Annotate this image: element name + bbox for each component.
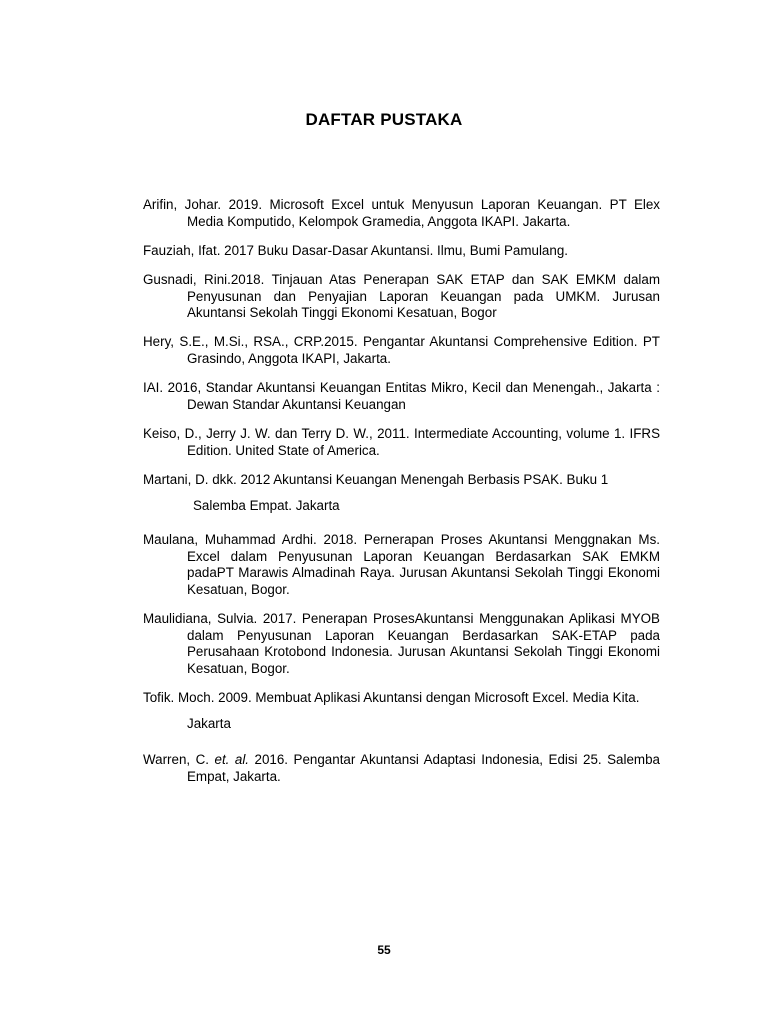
reference-italic-text: et. al. (214, 752, 250, 767)
reference-entry (143, 380, 660, 413)
reference-text: 2016. Pengantar Akuntansi Adaptasi Indonesia, Edisi 25. Salemba Empat, Jakarta. (187, 752, 660, 784)
reference-text: Maulidiana, Sulvia. 2017. Penerapan ProsesAkuntansi Menggunakan Aplikasi MYOB dalam Penyusunan Laporan Keuangan Berdasarkan SAK-ETAP pada Perusahaan Krotobond Indonesia. Jurusan Akuntansi Sekolah Tinggi Ekonomi Kesatuan, Bogor. (143, 611, 660, 676)
reference-entry (143, 272, 660, 322)
reference-entry (143, 752, 660, 785)
reference-text: Maulana, Muhammad Ardhi. 2018. Pernerapan Proses Akuntansi Menggnakan Ms. Excel dalam Penyusunan Laporan Keuangan Berdasarkan SAK EMKM padaPT Marawis Almadinah Raya. Jurusan Akuntansi Sekolah Tinggi Ekonomi Kesatuan, Bogor. (143, 532, 660, 597)
reference-text: Fauziah, Ifat. 2017 Buku Dasar-Dasar Akuntansi. Ilmu, Bumi Pamulang. (143, 243, 568, 258)
reference-continuation: Jakarta (187, 715, 231, 731)
reference-text: Warren, C. (143, 752, 215, 767)
reference-entry (143, 690, 660, 732)
page-title: DAFTAR PUSTAKA (305, 110, 463, 129)
reference-entry (143, 472, 660, 514)
reference-text: Hery, S.E., M.Si., RSA., CRP.2015. Pengantar Akuntansi Comprehensive Edition. PT Grasindo, Anggota IKAPI, Jakarta. (143, 334, 660, 366)
reference-text: Tofik. Moch. 2009. Membuat Aplikasi Akuntansi dengan Microsoft Excel. Media Kita. (143, 690, 640, 705)
reference-entry (143, 243, 660, 260)
reference-entry (143, 611, 660, 677)
reference-text: IAI. 2016, Standar Akuntansi Keuangan Entitas Mikro, Kecil dan Menengah., Jakarta : Dewan Standar Akuntansi Keuangan (143, 380, 660, 412)
page-number: 55 (377, 943, 391, 957)
reference-entry (143, 532, 660, 598)
reference-continuation: Salemba Empat. Jakarta (193, 497, 340, 513)
reference-entry (143, 426, 660, 459)
reference-entry (143, 197, 660, 230)
reference-entry (143, 334, 660, 367)
reference-text: Arifin, Johar. 2019. Microsoft Excel untuk Menyusun Laporan Keuangan. PT Elex Media Komputido, Kelompok Gramedia, Anggota IKAPI. Jakarta. (143, 197, 660, 229)
reference-text: Keiso, D., Jerry J. W. dan Terry D. W., 2011. Intermediate Accounting, volume 1. IFRS Edition. United State of America. (143, 426, 660, 458)
reference-text: Martani, D. dkk. 2012 Akuntansi Keuangan Menengah Berbasis PSAK. Buku 1 (143, 472, 609, 487)
reference-text: Gusnadi, Rini.2018. Tinjauan Atas Penerapan SAK ETAP dan SAK EMKM dalam Penyusunan dan Penyajian Laporan Keuangan pada UMKM. Jurusan Akuntansi Sekolah Tinggi Ekonomi Kesatuan, Bogor (143, 272, 660, 320)
